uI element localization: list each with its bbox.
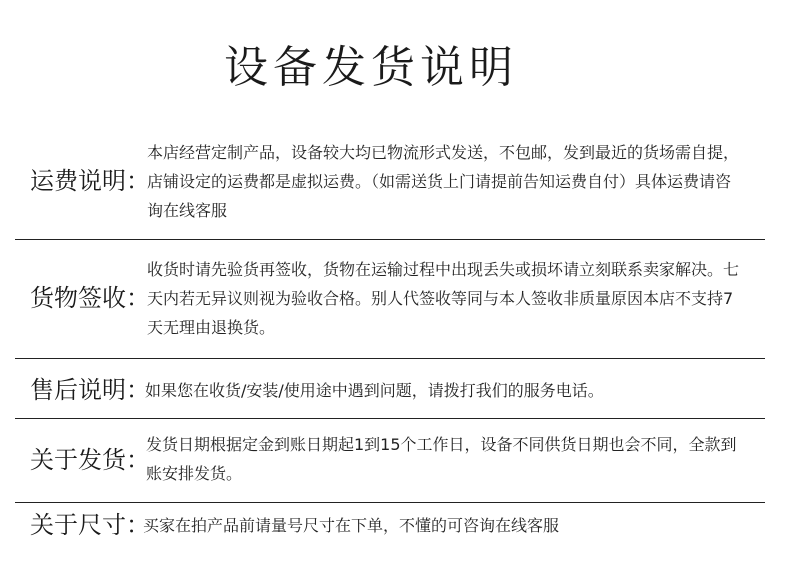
divider <box>15 502 765 503</box>
section-receipt <box>30 255 765 347</box>
section-delivery <box>30 430 765 492</box>
page-title: 设备发货说明 <box>224 42 518 93</box>
section-label: 关于发货： <box>30 446 150 474</box>
divider <box>15 239 765 240</box>
section-body: 买家在拍产品前请量号尺寸在下单，不懂的可咨询在线客服 <box>143 516 560 535</box>
section-size <box>30 510 765 542</box>
section-body: 发货日期根据定金到账日期起1到15个工作日，设备不同供货日期也会不同，全款到账安排发货。 <box>146 435 737 483</box>
section-body: 如果您在收货/安装/使用途中遇到问题，请拨打我们的服务电话。 <box>145 381 604 400</box>
divider <box>15 418 765 419</box>
divider <box>15 358 765 359</box>
section-label: 关于尺寸： <box>30 511 150 539</box>
section-body: 收货时请先验货再签收，货物在运输过程中出现丢失或损坏请立刻联系卖家解决。七天内若无异议则视为验收合格。别人代签收等同与本人签收非质量原因本店不支持7天无理由退换货。 <box>147 260 740 337</box>
section-label: 运费说明： <box>30 167 150 195</box>
section-after-sales <box>30 375 765 407</box>
section-label: 货物签收： <box>30 284 150 312</box>
section-shipping-fee <box>30 138 765 230</box>
section-body: 本店经营定制产品，设备较大均已物流形式发送，不包邮，发到最近的货场需自提，店铺设定的运费都是虚拟运费。（如需送货上门请提前告知运费自付）具体运费请咨询在线客服 <box>147 143 740 220</box>
section-label: 售后说明： <box>30 376 150 404</box>
